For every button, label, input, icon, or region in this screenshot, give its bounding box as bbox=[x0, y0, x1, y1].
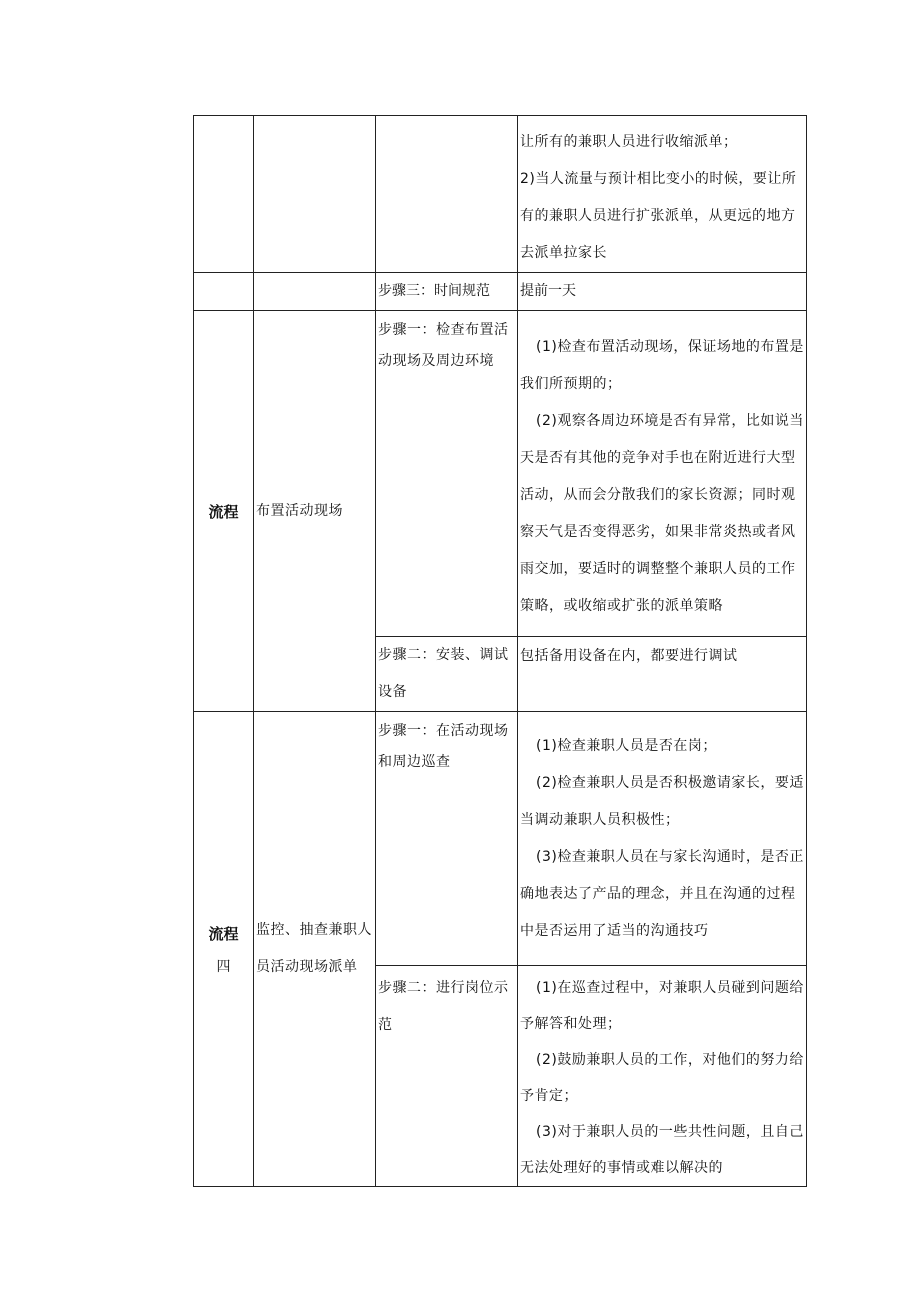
flow-name-cell bbox=[254, 273, 376, 311]
step-content: 包括备用设备在内，都要进行调试 bbox=[520, 648, 738, 664]
flow-name-cell bbox=[254, 712, 376, 1187]
step-label-cell bbox=[376, 116, 518, 273]
step-label-cell bbox=[376, 273, 518, 311]
flow-name: 监控、抽查兼职人员活动现场派单 bbox=[256, 922, 372, 975]
flow-label bbox=[194, 923, 253, 976]
content-text: 2)当人流量与预计相比变小的时候，要让所有的兼职人员进行扩张派单，从更远的地方去派单拉家长 bbox=[520, 171, 797, 261]
flow-label-cell bbox=[194, 311, 254, 712]
content-item: (2)鼓励兼职人员的工作，对他们的努力给予肯定； bbox=[520, 1052, 804, 1104]
table-row bbox=[194, 311, 807, 637]
flow-label-cell bbox=[194, 116, 254, 273]
flow-label-main: 流程 bbox=[208, 924, 239, 943]
flow-label-sub: 四 bbox=[216, 958, 231, 975]
flow-label-cell bbox=[194, 712, 254, 1187]
step-content-cell bbox=[518, 966, 807, 1187]
step-content-cell bbox=[518, 273, 807, 311]
step-label-cell bbox=[376, 637, 518, 712]
step-content-cell bbox=[518, 637, 807, 712]
step-content-cell bbox=[518, 712, 807, 966]
step-content-cell bbox=[518, 311, 807, 637]
flow-label: 流程 bbox=[208, 502, 239, 521]
content-item: (2)检查兼职人员是否积极邀请家长，要适当调动兼职人员积极性； bbox=[520, 775, 804, 828]
step-content-cell bbox=[518, 116, 807, 273]
step-label-cell bbox=[376, 712, 518, 966]
content-item: (2)观察各周边环境是否有异常，比如说当天是否有其他的竞争对手也在附近进行大型活动，从而会分散我们的家长资源；同时观察天气是否变得恶劣，如果非常炎热或者风雨交加，要适时的调整整个兼职人员的工作策略，或收缩或扩张的派单策略 bbox=[520, 413, 804, 614]
step-label: 步骤一：在活动现场和周边巡查 bbox=[378, 723, 509, 770]
step-label: 步骤二：安装、调试设备 bbox=[378, 647, 509, 700]
flow-name: 布置活动现场 bbox=[256, 502, 343, 519]
step-label: 步骤三：时间规范 bbox=[378, 283, 490, 299]
table-row bbox=[194, 273, 807, 311]
step-label: 步骤一：检查布置活动现场及周边环境 bbox=[378, 322, 509, 369]
flow-label-cell bbox=[194, 273, 254, 311]
content-item: (1)在巡查过程中，对兼职人员碰到问题给予解答和处理； bbox=[520, 980, 804, 1032]
table-row bbox=[194, 712, 807, 966]
content-item: (1)检查兼职人员是否在岗； bbox=[536, 738, 717, 754]
content-item: (1)检查布置活动现场，保证场地的布置是我们所预期的； bbox=[520, 339, 804, 392]
content-item: (3)对于兼职人员的一些共性问题，且自己无法处理好的事情或难以解决的 bbox=[520, 1124, 804, 1176]
process-table bbox=[193, 115, 807, 1187]
flow-name-cell bbox=[254, 116, 376, 273]
flow-name-cell bbox=[254, 311, 376, 712]
step-label-cell bbox=[376, 311, 518, 637]
step-content: 提前一天 bbox=[520, 283, 576, 299]
content-text: 让所有的兼职人员进行收缩派单； bbox=[520, 134, 738, 150]
step-label-cell bbox=[376, 966, 518, 1187]
content-item: (3)检查兼职人员在与家长沟通时，是否正确地表达了产品的理念，并且在沟通的过程中是否运用了适当的沟通技巧 bbox=[520, 849, 804, 939]
step-label: 步骤二：进行岗位示范 bbox=[378, 980, 509, 1033]
table-row bbox=[194, 116, 807, 273]
